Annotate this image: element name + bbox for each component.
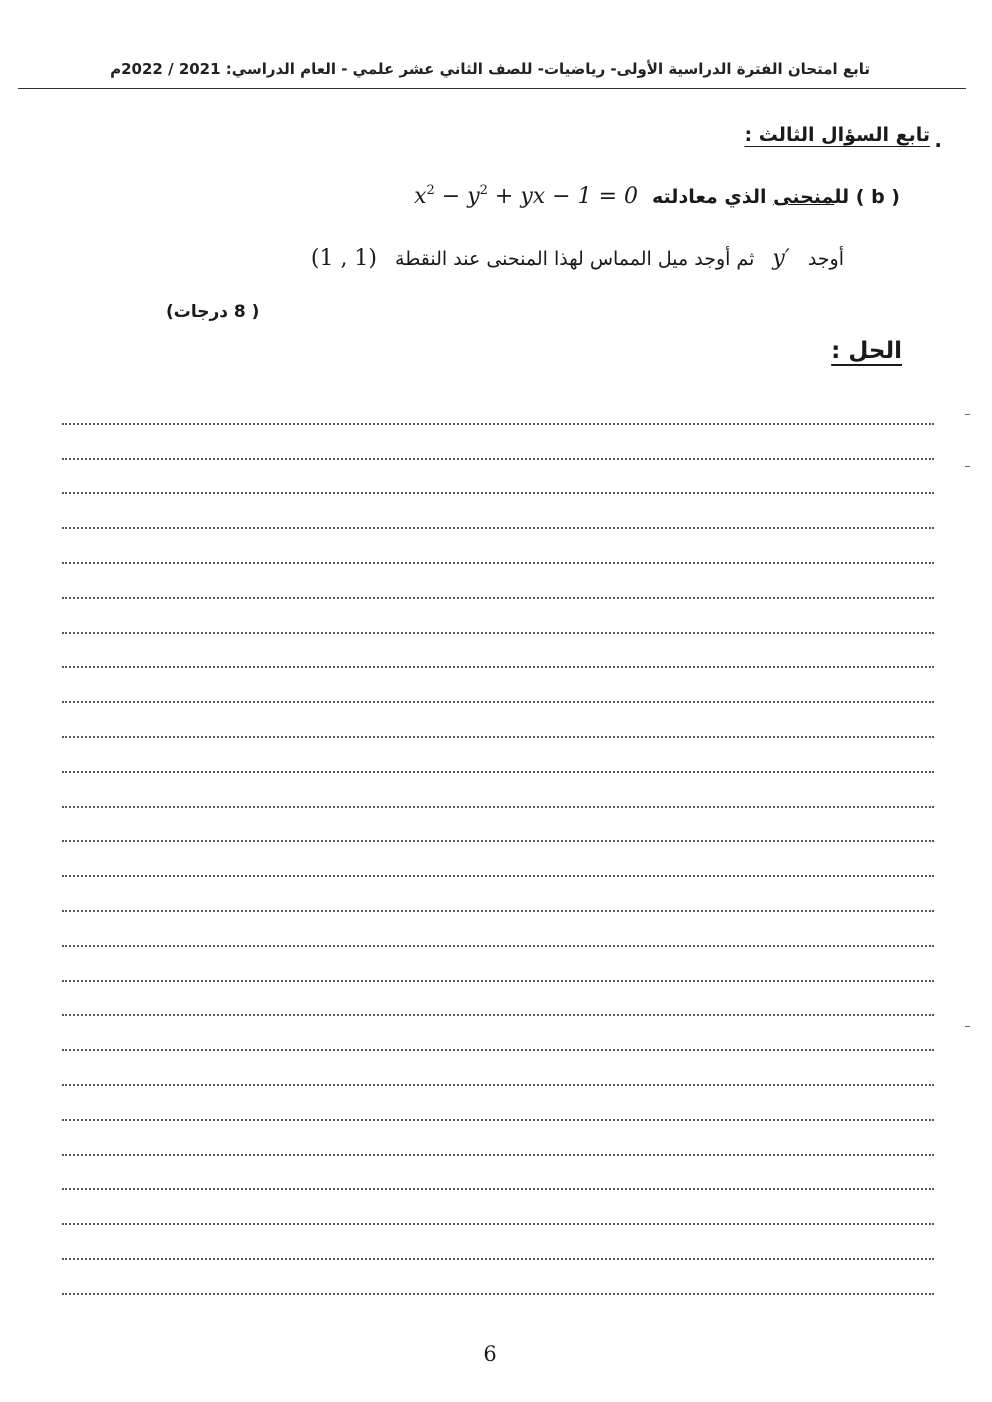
- answer-line[interactable]: [62, 808, 934, 843]
- answer-line[interactable]: [62, 390, 934, 425]
- solution-label: الحل :: [831, 338, 902, 364]
- answer-line[interactable]: [62, 877, 934, 912]
- answer-line[interactable]: [62, 738, 934, 773]
- answer-line[interactable]: [62, 703, 934, 738]
- page-number: 6: [483, 1342, 497, 1366]
- answer-line[interactable]: [62, 564, 934, 599]
- equation-x: x: [414, 184, 427, 209]
- answer-line[interactable]: [62, 842, 934, 877]
- answer-line[interactable]: [62, 773, 934, 808]
- answer-line[interactable]: [62, 912, 934, 947]
- equation-exponent-x: 2: [426, 183, 435, 198]
- answer-line[interactable]: [62, 1051, 934, 1086]
- answer-line[interactable]: [62, 1260, 934, 1295]
- question-label: ( b ) للمنحنى الذي معادلته: [652, 186, 900, 208]
- answer-line[interactable]: [62, 1225, 934, 1260]
- answer-area[interactable]: [62, 390, 934, 1295]
- question-part-label: ( b: [871, 186, 900, 208]
- answer-line[interactable]: [62, 1190, 934, 1225]
- answer-line[interactable]: [62, 982, 934, 1017]
- answer-line[interactable]: [62, 494, 934, 529]
- answer-line[interactable]: [62, 1156, 934, 1191]
- equation-y: y: [467, 184, 480, 209]
- answer-line[interactable]: [62, 460, 934, 495]
- question-text-prefix: لل: [834, 186, 850, 208]
- answer-line[interactable]: [62, 529, 934, 564]
- answer-line[interactable]: [62, 634, 934, 669]
- point-coordinates: (1 , 1): [310, 246, 378, 271]
- question-text-suffix: الذي معادلته: [652, 186, 767, 208]
- section-title: تابع السؤال الثالث :: [744, 124, 930, 146]
- find-word: أوجد: [807, 248, 844, 270]
- answer-line[interactable]: [62, 1086, 934, 1121]
- marks-label: ( 8 درجات): [166, 302, 260, 322]
- answer-line[interactable]: [62, 599, 934, 634]
- curve-equation: [414, 183, 638, 209]
- answer-line[interactable]: [62, 668, 934, 703]
- margin-mark: [965, 1026, 970, 1027]
- answer-line[interactable]: [62, 1121, 934, 1156]
- answer-line[interactable]: [62, 947, 934, 982]
- equation-minus: −: [434, 184, 468, 209]
- derivative-symbol: y′: [772, 246, 790, 271]
- margin-mark: [965, 414, 970, 415]
- section-bullet: .: [934, 128, 942, 152]
- header-rule: [18, 88, 966, 89]
- equation-exponent-y: 2: [479, 183, 488, 198]
- question-text-underlined: منحنى: [773, 186, 835, 208]
- question-statement: [414, 183, 900, 209]
- exam-header: تابع امتحان الفترة الدراسية الأولى- رياضيات- للصف الثاني عشر علمي - العام الدراسي: 2021 / 2022م: [110, 60, 870, 78]
- answer-line[interactable]: [62, 1016, 934, 1051]
- instruction-text: ثم أوجد ميل المماس لهذا المنحنى عند النقطة: [395, 248, 755, 270]
- answer-line[interactable]: [62, 425, 934, 460]
- question-instruction: [311, 246, 844, 271]
- equation-rest: + yx − 1 = 0: [487, 184, 639, 209]
- margin-mark: [965, 466, 970, 467]
